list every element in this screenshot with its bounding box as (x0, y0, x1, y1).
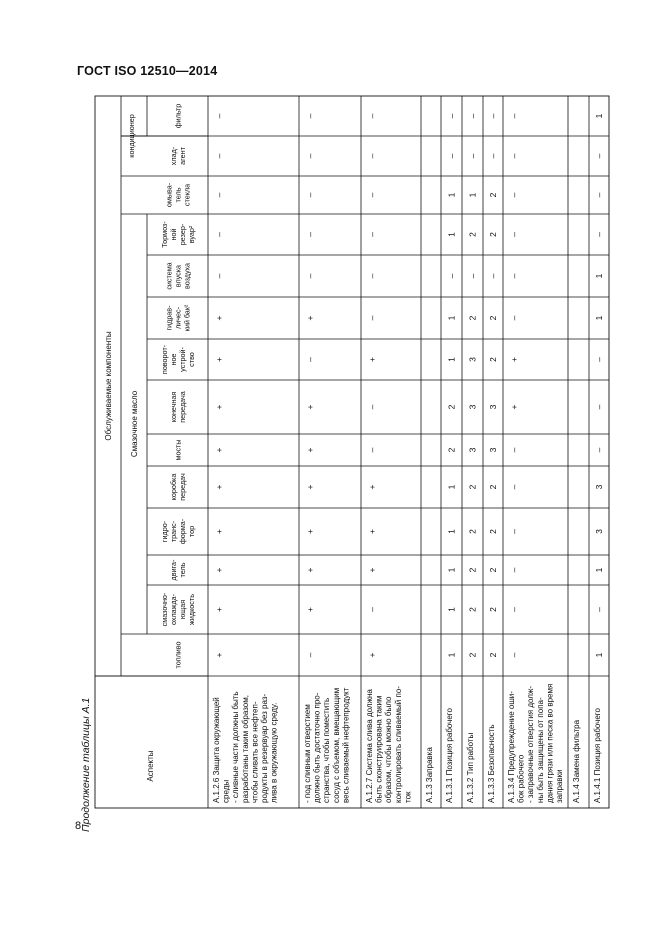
cell-value: + (214, 652, 224, 658)
column-header-coolant: смазочно- (160, 592, 169, 627)
cell-value: 2 (467, 567, 478, 573)
cell-value: + (214, 447, 224, 453)
cell-value: 1 (446, 484, 457, 490)
column-header-hyd_tank: кий бак² (182, 304, 192, 332)
cell-value: + (305, 484, 315, 490)
column-header-air_intake: система (164, 262, 174, 290)
row-aspect-text: лива в окружающую среду. (269, 702, 279, 803)
cell-value: 2 (488, 192, 498, 198)
row-aspect-text: среды (221, 779, 231, 803)
row-aspect-text: - под сливным отверстием (303, 704, 312, 803)
cell-value: – (214, 113, 224, 119)
cell-value: + (509, 404, 519, 410)
cell-value: – (509, 652, 519, 658)
row-aspect-text: А.1.3.2 Тип работы (466, 732, 475, 803)
cell-value: – (305, 652, 315, 658)
cell-value: – (305, 273, 315, 279)
column-header-washer: омыва- (164, 182, 174, 208)
cell-value: 2 (467, 484, 478, 490)
cell-value: + (367, 529, 377, 534)
cell-value: 2 (446, 447, 457, 453)
column-header-final_drive: конечная (169, 391, 178, 423)
cell-value: + (305, 607, 315, 612)
cell-value: – (509, 484, 519, 490)
cell-value: – (594, 153, 604, 159)
column-header-hydrotrans: форма- (178, 518, 187, 545)
cell-value: 2 (488, 357, 498, 362)
cell-value: – (305, 192, 315, 198)
cell-value: – (214, 273, 224, 279)
cell-value: 1 (446, 315, 457, 321)
cell-value: 1 (467, 192, 478, 198)
row-aspect-text: А.1.4.1 Позиция рабочего (593, 708, 602, 803)
column-header-gearbox: передач (178, 473, 187, 501)
cell-value: – (214, 232, 224, 237)
row-aspect-text: - сливные части должны быть (231, 691, 241, 803)
cell-value: – (509, 607, 519, 612)
cell-value: – (305, 153, 315, 159)
cell-value: – (594, 232, 604, 237)
cell-value: – (214, 153, 224, 159)
cell-value: – (305, 232, 315, 237)
column-header-brake_res: резер- (178, 223, 187, 246)
cell-value: 2 (488, 567, 498, 573)
column-header-brake_res: Тормоз- (160, 221, 169, 248)
column-header-brake_res: вуар² (187, 225, 196, 244)
document-header: ГОСТ ISO 12510—2014 (77, 64, 218, 78)
cell-value: – (594, 192, 604, 198)
cell-value: 2 (488, 529, 498, 534)
cell-value: – (488, 153, 498, 159)
cell-value: + (214, 357, 224, 362)
column-header-hydrotrans: гидро- (160, 520, 169, 543)
column-header-engine: двига- (169, 559, 178, 581)
cell-value: – (509, 113, 519, 119)
cell-value: 1 (446, 192, 457, 198)
column-header-brake_res: ной (169, 228, 178, 241)
row-aspect-text: контролировать сливаемый по- (393, 686, 403, 803)
cell-value: 2 (488, 232, 498, 237)
row-aspect-text: дания грязи или песка во время (545, 683, 555, 803)
cell-value: 1 (446, 567, 457, 573)
cell-value: – (446, 273, 457, 279)
cell-value: – (467, 153, 478, 159)
row-aspect-text: весь сливаемый нефтепродукт (341, 687, 351, 803)
column-header-coolant: жидкость (187, 594, 196, 625)
row-aspect-text: странства, чтобы поместить (322, 697, 332, 803)
components-header: Обслуживаемые компоненты (104, 331, 113, 441)
column-header-swing: ное (169, 353, 178, 366)
row-aspect-text: заправки (555, 769, 564, 803)
column-header-swing: поворот- (160, 344, 169, 375)
column-header-filter: фильтр (173, 103, 183, 129)
column-header-hydrotrans: тор (187, 525, 196, 538)
row-aspect-text: А.1.3 Заправка (425, 747, 434, 803)
column-header-axles: мосты (173, 439, 183, 461)
column-header-hydrotrans: транс- (169, 520, 178, 543)
row-aspect-text: разработаны таким образом, (240, 695, 250, 803)
cell-value: + (214, 404, 224, 410)
column-header-air_intake: воздуха (182, 262, 192, 290)
row-aspect-text: ток (403, 791, 413, 803)
cell-value: – (367, 607, 377, 612)
cell-value: 2 (467, 529, 478, 534)
cell-value: 2 (467, 607, 478, 612)
cell-value: + (305, 529, 315, 534)
cell-value: 2 (488, 315, 498, 321)
cell-value: + (367, 567, 377, 573)
cell-value: + (305, 404, 315, 410)
cell-value: – (367, 153, 377, 159)
cell-value: 1 (594, 567, 604, 573)
cell-value: – (509, 567, 519, 573)
column-header-engine: тель (178, 562, 187, 578)
cell-value: – (367, 273, 377, 279)
lube-oil-group-header: Смазочное масло (130, 390, 139, 458)
cell-value: – (367, 232, 377, 237)
cell-value: – (509, 153, 519, 159)
cell-value: – (446, 153, 457, 159)
cell-value: + (367, 357, 377, 362)
row-aspect-text: А.1.3.1 Позиция рабочего (445, 708, 454, 803)
cell-value: 1 (446, 652, 457, 658)
cell-value: – (467, 273, 478, 279)
cell-value: 1 (594, 273, 604, 279)
cell-value: 3 (467, 404, 478, 410)
cell-value: 1 (446, 357, 457, 362)
cell-value: + (305, 567, 315, 573)
cell-value: + (367, 652, 377, 658)
column-header-gearbox: коробка (169, 473, 178, 501)
column-header-washer: стекла (182, 183, 192, 207)
column-header-hyd_tank: гидрав- (164, 305, 174, 331)
cell-value: 2 (467, 652, 478, 658)
row-aspect-text: должно быть достаточно про- (312, 692, 322, 803)
cell-value: – (305, 357, 315, 362)
cell-value: 3 (488, 404, 498, 410)
row-aspect-text: бок рабочего (516, 754, 526, 803)
cell-value: – (594, 404, 604, 410)
cell-value: 2 (488, 652, 498, 658)
cell-value: – (467, 113, 478, 119)
cell-value: + (509, 357, 519, 362)
cell-value: – (509, 447, 519, 453)
column-header-hyd_tank: личес- (173, 307, 183, 329)
column-header-coolant: охлажда- (169, 593, 178, 626)
cell-value: – (509, 232, 519, 237)
column-header-coolant: ющая (178, 599, 187, 620)
cell-value: – (509, 529, 519, 534)
conditioner-group-header: кондиционер (127, 114, 136, 158)
row-aspect-text: быть сконструирована таким (374, 695, 384, 803)
cell-value: 2 (467, 315, 478, 321)
cell-value: – (509, 192, 519, 198)
row-aspect-text: - заправочные отверстия долж- (526, 686, 536, 803)
column-header-refrigerant: хлад- (169, 146, 178, 166)
cell-value: – (367, 192, 377, 198)
row-aspect-text: сосуд с объемом, вмещающим (331, 687, 341, 803)
cell-value: – (367, 404, 377, 410)
column-header-final_drive: передача (178, 391, 187, 423)
cell-value: 3 (594, 529, 604, 534)
cell-value: – (446, 113, 457, 119)
cell-value: 1 (446, 232, 457, 237)
row-aspect-text: ны быть защищены от попа- (535, 697, 545, 803)
cell-value: 2 (488, 484, 498, 490)
cell-value: – (488, 273, 498, 279)
column-header-swing: ство (187, 352, 196, 367)
column-header-fuel: топливо (173, 641, 183, 669)
row-aspect-text: А.1.2.7 Система слива должна (365, 689, 374, 803)
cell-value: – (509, 273, 519, 279)
cell-value: – (367, 113, 377, 119)
cell-value: 2 (467, 232, 478, 237)
cell-value: + (214, 607, 224, 612)
row-aspect-text: родукты в резервуар без раз- (260, 693, 269, 803)
cell-value: – (594, 357, 604, 362)
cell-value: + (214, 484, 224, 490)
row-aspect-text: образом, чтобы можно было (384, 696, 394, 803)
cell-value: + (367, 484, 377, 490)
cell-value: – (594, 447, 604, 453)
cell-value: – (509, 315, 519, 321)
column-header-refrigerant: агент (178, 147, 187, 165)
row-aspect-text: А.1.4 Замена фильтра (572, 719, 581, 803)
row-aspect-text: А.1.2.6 Защита окружающей (212, 697, 221, 803)
cell-value: 1 (446, 607, 457, 612)
cell-value: – (367, 447, 377, 453)
cell-value: – (594, 607, 604, 612)
column-header-washer: тель (173, 187, 183, 203)
cell-value: 1 (446, 529, 457, 534)
cell-value: 3 (467, 357, 478, 362)
cell-value: 2 (488, 607, 498, 612)
row-aspect-text: чтобы сливать все нефтеп- (250, 701, 260, 803)
cell-value: 1 (594, 315, 604, 321)
cell-value: + (305, 447, 315, 453)
cell-value: 3 (594, 484, 604, 490)
cell-value: 2 (446, 404, 457, 410)
cell-value: – (214, 192, 224, 198)
table-caption: Продолжение таблицы А.1 (80, 697, 92, 832)
cell-value: – (488, 113, 498, 119)
cell-value: + (214, 315, 224, 321)
cell-value: 1 (594, 652, 604, 658)
cell-value: + (305, 315, 315, 321)
column-header-swing: устрой- (178, 347, 187, 372)
cell-value: 3 (488, 447, 498, 453)
aspects-header: Аспекты (146, 750, 155, 782)
cell-value: + (214, 529, 224, 534)
cell-value: 1 (594, 113, 604, 119)
page-number: 8 (75, 820, 82, 832)
cell-value: – (367, 315, 377, 321)
cell-value: 3 (467, 447, 478, 453)
row-aspect-text: А.1.3.3 Безопасность (487, 724, 496, 803)
column-header-air_intake: впуска (173, 264, 183, 288)
cell-value: + (214, 567, 224, 573)
row-aspect-text: А.1.3.4 Предупреждение оши- (507, 691, 516, 803)
cell-value: – (305, 113, 315, 119)
